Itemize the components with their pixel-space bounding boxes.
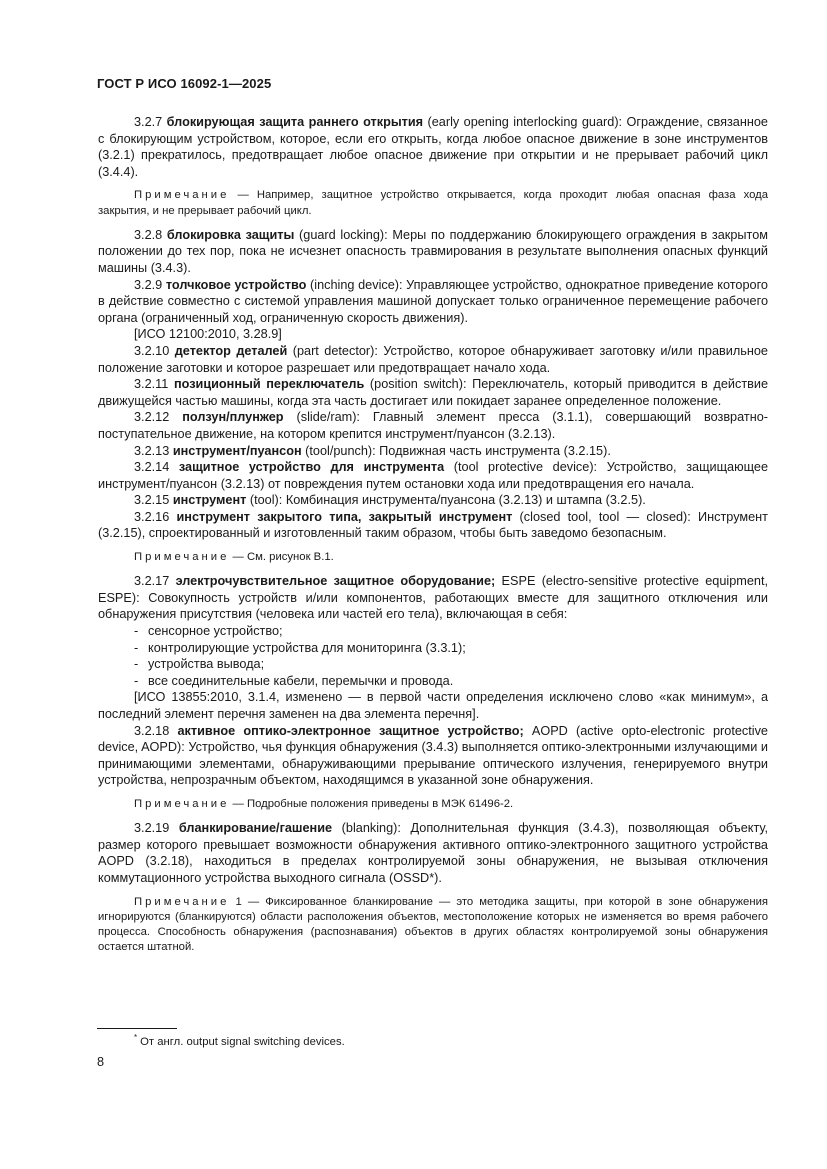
document-header: ГОСТ Р ИСО 16092-1—2025 <box>97 76 272 91</box>
definition-3-2-11: 3.2.11 позиционный переключатель (position switch): Переключатель, который приводится в действие движущейся частью машины, когда эта часть достигает или покидает заранее определенное положение. <box>98 377 769 408</box>
list-item: - сенсорное устройство; <box>98 623 768 640</box>
note: Примечание 1 — Фиксированное бланкирование — это методика защиты, при которой в зоне обнаружения игнорируются (бланкируются) области расположения объектов, местоположение которых не изменяется во время рабочего процесса. Способность обнаружения (распознавания) объектов в других областях контролируемой зоны обнаружения остается штатной. <box>98 895 768 954</box>
definition-3-2-16: 3.2.16 инструмент закрытого типа, закрытый инструмент (closed tool, tool — closed): Инструмент (3.2.15), спроектированный и изготовленный таким образом, чтобы быть заведомо безопасным. <box>98 509 768 541</box>
term: ползун/плунжер <box>182 410 284 425</box>
definition-3-2-15: 3.2.15 инструмент (tool): Комбинация инструмента/пуансона (3.2.13) и штампа (3.2.5). <box>134 493 646 508</box>
definition-3-2-17: 3.2.17 электрочувствительное защитное оборудование; ESPE (electro-sensitive protective equipment, ESPE): Совокупность устройств и/или компонентов, работающих вместе для защитного отключения или обнаружения присутствия (человека или частей его тела), включающая в себя: <box>98 574 768 622</box>
definition-3-2-10: 3.2.10 детектор деталей (part detector): Устройство, которое обнаруживает заготовку и/или правильное положение заготовки и которое разрешает или предотвращает начало хода. <box>98 343 768 375</box>
definition-3-2-12: 3.2.12 ползун/плунжер (slide/ram): Главный элемент пресса (3.1.1), совершающий возвратно-поступательное движение, на котором крепится инструмент/пуансон (3.2.13). <box>98 410 768 441</box>
list-item: - контролирующие устройства для мониторинга (3.3.1); <box>98 640 768 657</box>
component-list <box>98 623 768 689</box>
term: блокирующая защита раннего открытия <box>166 115 424 129</box>
definition-3-2-13: 3.2.13 инструмент/пуансон (tool/punch): Подвижная часть инструмента (3.2.15). <box>134 443 611 458</box>
reference: [ИСО 13855:2010, 3.1.4, изменено — в первой части определения исключено слово «как минимум», а последний элемент перечня заменен на два элемента перечня]. <box>98 690 768 722</box>
definition-3-2-18: 3.2.18 активное оптико-электронное защитное устройство; AOPD (active opto-electronic protective device, AOPD): Устройство, чья функция обнаружения (3.4.3) выполняется оптико-электронными излучающими и принимающими элементами, обнаруживающими прерывание оптического излучения, генерируемого внутри устройства, непрозрачным объектом, находящимся в указанной зоне обнаружения. <box>98 723 768 788</box>
list-item: - устройства вывода; <box>98 656 768 673</box>
term: инструмент закрытого типа, закрытый инструмент <box>176 509 513 524</box>
note: Примечание — См. рисунок В.1. <box>134 551 334 564</box>
term: позиционный переключатель <box>173 377 365 392</box>
footnote-rule <box>97 1028 177 1029</box>
term: инструмент <box>172 493 247 508</box>
note: Примечание — Подробные положения приведены в МЭК 61496-2. <box>134 797 514 810</box>
footnote: * От англ. output signal switching devices. <box>134 1033 345 1048</box>
document-body <box>98 114 768 963</box>
definition-3-2-7: 3.2.7 блокирующая защита раннего открытия (early opening interlocking guard): Ограждение, связанное с блокирующим устройством, которое, если его открыть, когда любое опасное движение в зоне инструментов (3.2.1) прекратилось, предотвращает любое опасное движение при открытии и не прерывает рабочий цикл (3.4.4). <box>98 115 768 179</box>
term: защитное устройство для инструмента <box>178 460 445 475</box>
term: детектор деталей <box>174 343 288 358</box>
term: активное оптико-электронное защитное устройство; <box>177 723 524 738</box>
term: толчковое устройство <box>165 277 307 292</box>
page-number: 8 <box>97 1055 105 1069</box>
definition-3-2-9: 3.2.9 толчковое устройство (inching device): Управляющее устройство, однократное приведение которого в действие совместно с системой управления машиной допускает только ограниченное перемещение рабочего органа (ограниченный ход, ограниченную скорость движения). <box>98 277 768 325</box>
term: электрочувствительное защитное оборудование; <box>175 574 496 589</box>
term: бланкирование/гашение <box>178 821 333 836</box>
list-item: - все соединительные кабели, перемычки и провода. <box>98 673 768 690</box>
reference: [ИСО 12100:2010, 3.28.9] <box>134 327 282 342</box>
definition-3-2-14: 3.2.14 защитное устройство для инструмента (tool protective device): Устройство, защищающее инструмент/пуансон (3.2.13) от повреждения путем остановки хода или предотвращения его начала. <box>98 460 769 491</box>
term: инструмент/пуансон <box>172 443 302 458</box>
note: Примечание — Например, защитное устройство открывается, когда проходит любая опасная фаза хода закрытия, и не прерывает рабочий цикл. <box>98 189 768 217</box>
term: блокировка защиты <box>166 227 295 242</box>
definition-3-2-8: 3.2.8 блокировка защиты (guard locking): Меры по поддержанию блокирующего ограждения в закрытом положении до тех пор, пока не исчезнет опасность травмирования в результате выполнения опасных функций машины (3.4.3). <box>98 227 768 275</box>
definition-3-2-19: 3.2.19 бланкирование/гашение (blanking): Дополнительная функция (3.4.3), позволяющая объекту, размер которого превышает возможности обнаружения активного оптико-электронного защитного устройства AOPD (3.2.18), находиться в пределах контролируемой зоны обнаружения, не вызывая отключения коммутационного устройства выходного сигнала (OSSD*). <box>98 821 768 885</box>
